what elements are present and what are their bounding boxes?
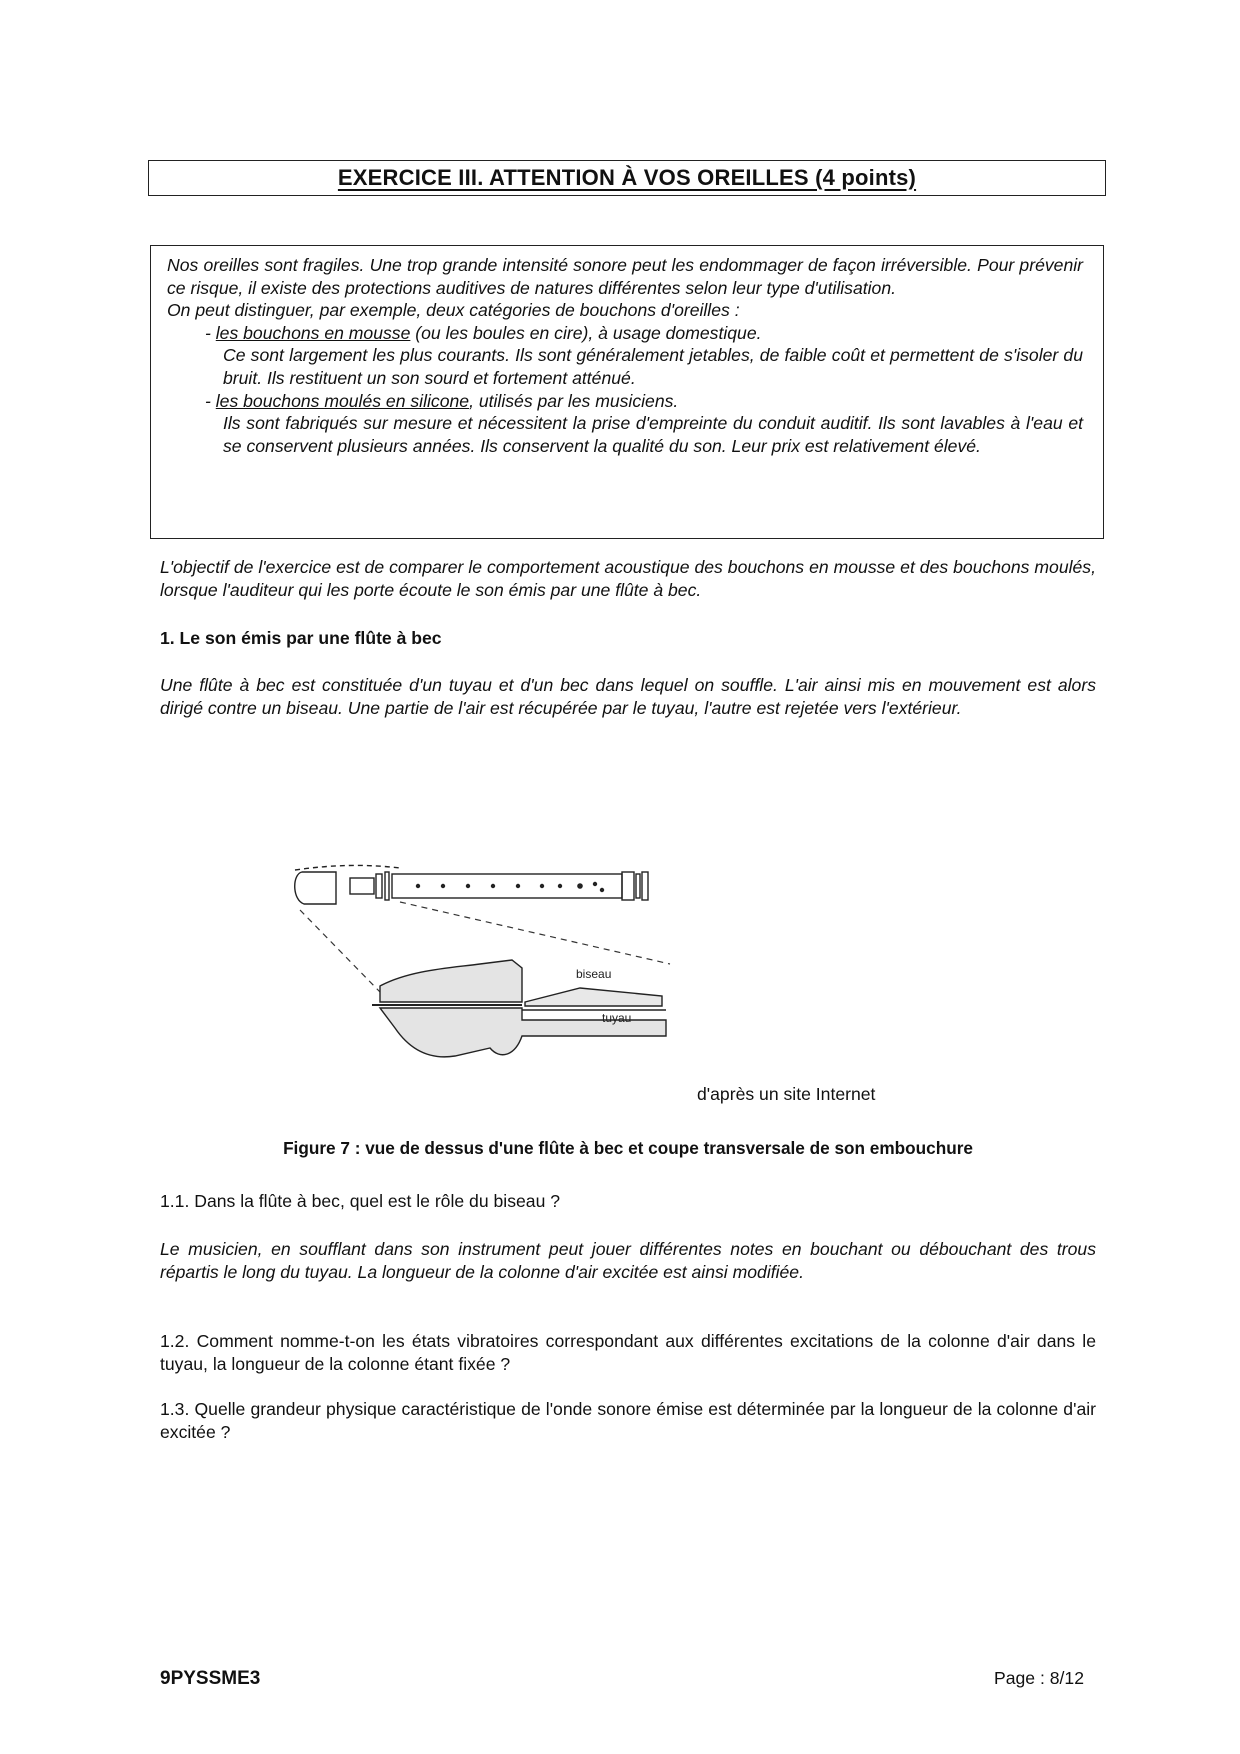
item-dash: - xyxy=(205,322,216,343)
earplug-item-silicone xyxy=(167,390,1083,413)
mouthpiece-cross-section xyxy=(372,960,666,1057)
earplug-silicone-rest: , utilisés par les musiciens. xyxy=(469,390,679,411)
notes-paragraph: Le musicien, en soufflant dans son instrument peut jouer différentes notes en bouchant ou débouchant des trous répartis le long du tuyau. La longueur de la colonne d'air excitée est ainsi modifiée. xyxy=(160,1239,1096,1282)
label-biseau: biseau xyxy=(576,967,612,981)
objective-paragraph: L'objectif de l'exercice est de comparer le comportement acoustique des bouchons en mousse et des bouchons moulés, lorsque l'auditeur qui les porte écoute le son émis par une flûte à bec. xyxy=(160,557,1096,600)
question-1-2: 1.2. Comment nomme-t-on les états vibratoires correspondant aux différentes excitations de la colonne d'air dans le tuyau, la longueur de la colonne étant fixée ? xyxy=(160,1331,1096,1374)
section-1-title: 1. Le son émis par une flûte à bec xyxy=(160,628,442,648)
earplug-silicone-label: les bouchons moulés en silicone xyxy=(215,390,470,411)
recorder-figure xyxy=(290,860,750,1090)
intro-paragraph-2: On peut distinguer, par exemple, deux catégories de bouchons d'oreilles : xyxy=(167,300,740,321)
page-number: Page : 8/12 xyxy=(994,1668,1084,1688)
figure-caption: Figure 7 : vue de dessus d'une flûte à bec et coupe transversale de son embouchure xyxy=(283,1138,973,1158)
earplug-silicone-description: Ils sont fabriqués sur mesure et nécessitent la prise d'empreinte du conduit auditif. Ils sont lavables à l'eau et se conservent plusieurs années. Ils conservent la qualité du son. Leur prix est relativement élevé. xyxy=(223,413,1083,456)
intro-paragraph-1: Nos oreilles sont fragiles. Une trop grande intensité sonore peut les endommager de façon irréversible. Pour prévenir ce risque, il existe des protections auditives de natures différentes selon leur type d'utilisation. xyxy=(167,255,1083,298)
label-tuyau: tuyau xyxy=(602,1011,632,1025)
figure-source: d'après un site Internet xyxy=(697,1084,876,1104)
earplug-item-foam xyxy=(167,322,1083,345)
recorder-holes xyxy=(416,882,604,892)
earplug-foam-description: Ce sont largement les plus courants. Ils sont généralement jetables, de faible coût et permettent de s'isoler du bruit. Ils restituent un son sourd et fortement atténué. xyxy=(223,345,1083,388)
section-1-text: Une flûte à bec est constituée d'un tuyau et d'un bec dans lequel on souffle. L'air ainsi mis en mouvement est alors dirigé contre un biseau. Une partie de l'air est récupérée par le tuyau, l'autre est rejetée vers l'extérieur. xyxy=(160,675,1096,718)
earplug-foam-label: les bouchons en mousse xyxy=(215,322,411,343)
exercise-title-box xyxy=(148,160,1106,196)
item-dash: - xyxy=(205,390,216,411)
document-code: 9PYSSME3 xyxy=(160,1668,261,1689)
question-1-3: 1.3. Quelle grandeur physique caractéristique de l'onde sonore émise est déterminée par la longueur de la colonne d'air excitée ? xyxy=(160,1399,1096,1442)
question-1-1: 1.1. Dans la flûte à bec, quel est le rôle du biseau ? xyxy=(160,1191,561,1211)
earplug-foam-rest: (ou les boules en cire), à usage domestique. xyxy=(410,322,762,343)
intro-box xyxy=(150,245,1104,539)
exercise-title: EXERCICE III. ATTENTION À VOS OREILLES (4 points) xyxy=(337,165,917,190)
